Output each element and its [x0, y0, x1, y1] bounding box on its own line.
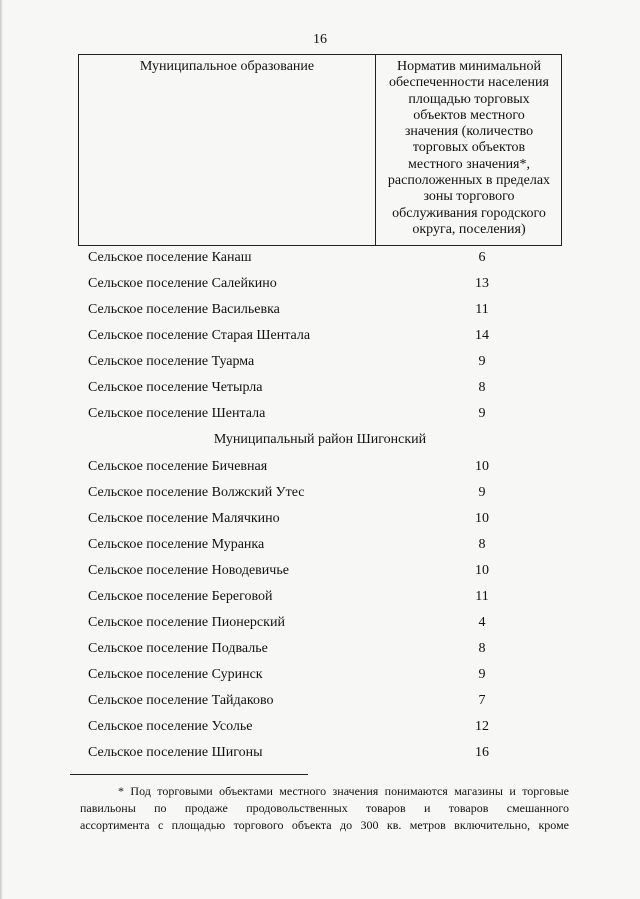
footnote-line: * Под торговыми объектами местного значения понимаются магазины и торговые: [118, 784, 569, 798]
row-value: 10: [475, 563, 489, 578]
table-row: [88, 483, 558, 503]
row-name: Сельское поселение Муранка: [88, 537, 265, 552]
table-row: [88, 300, 558, 320]
row-value: 9: [478, 667, 486, 682]
table-row: [88, 509, 558, 529]
row-value: 9: [478, 354, 486, 369]
row-value: 11: [475, 589, 489, 604]
row-value: 13: [475, 276, 489, 291]
table-row: [88, 665, 558, 685]
row-name: Сельское поселение Канаш: [88, 250, 252, 265]
row-value: 11: [475, 302, 489, 317]
table-row: [88, 378, 558, 398]
row-name: Сельское поселение Салейкино: [88, 276, 277, 291]
row-value: 8: [478, 641, 486, 656]
row-value: 10: [475, 511, 489, 526]
table-row: [88, 561, 558, 581]
table-row: [88, 587, 558, 607]
row-name: Сельское поселение Бичевная: [88, 459, 268, 474]
row-name: Сельское поселение Тайдаково: [88, 693, 274, 708]
table-row: [88, 743, 558, 763]
page-number: 16: [313, 32, 327, 47]
table-row: [88, 457, 558, 477]
table-row: [88, 639, 558, 659]
row-name: Сельское поселение Шентала: [88, 406, 266, 421]
table-row: [88, 717, 558, 737]
row-value: 7: [478, 693, 486, 708]
row-name: Сельское поселение Пионерский: [88, 615, 285, 630]
table-row: [88, 691, 558, 711]
footnote-separator: [70, 774, 308, 775]
row-value: 14: [475, 328, 489, 343]
row-value: 4: [478, 615, 486, 630]
row-value: 6: [478, 250, 486, 265]
footnote: [80, 783, 569, 834]
row-value: 16: [475, 745, 489, 760]
row-name: Сельское поселение Береговой: [88, 589, 273, 604]
footnote-line: павильоны по продаже продовольственных товаров и товаров смешанного: [80, 801, 569, 815]
row-name: Сельское поселение Подвалье: [88, 641, 268, 656]
row-value: 8: [478, 537, 486, 552]
table-row: [88, 404, 558, 424]
table-row: [88, 535, 558, 555]
row-name: Сельское поселение Четырла: [88, 380, 263, 395]
row-value: 8: [478, 380, 486, 395]
table-row: [88, 326, 558, 346]
row-name: Сельское поселение Туарма: [88, 354, 255, 369]
row-name: Сельское поселение Васильевка: [88, 302, 280, 317]
row-name: Сельское поселение Усолье: [88, 719, 253, 734]
table-row: [88, 352, 558, 372]
table-row: [88, 274, 558, 294]
table-row: [88, 248, 558, 268]
row-name: Сельское поселение Новодевичье: [88, 563, 289, 578]
row-value: 9: [478, 406, 486, 421]
table-header: [78, 54, 562, 246]
row-name: Сельское поселение Волжский Утес: [88, 485, 305, 500]
header-municipality: Муниципальное образование: [139, 59, 315, 74]
table-row: [88, 613, 558, 633]
section-title: Муниципальный район Шигонский: [213, 432, 427, 447]
row-value: 9: [478, 485, 486, 500]
row-name: Сельское поселение Шигоны: [88, 745, 263, 760]
header-norm: Норматив минимальной обеспеченности населения площадью торговых объектов местного значения (количество торговых объектов местного значения*, расположенных в пределах зоны торгового обслуживания городского округа, поселения): [387, 59, 551, 237]
row-name: Сельское поселение Суринск: [88, 667, 263, 682]
footnote-line: ассортимента с площадью торгового объекта до 300 кв. метров включительно, кроме: [80, 818, 569, 832]
row-value: 12: [475, 719, 489, 734]
row-name: Сельское поселение Старая Шентала: [88, 328, 311, 343]
row-name: Сельское поселение Малячкино: [88, 511, 280, 526]
row-value: 10: [475, 459, 489, 474]
